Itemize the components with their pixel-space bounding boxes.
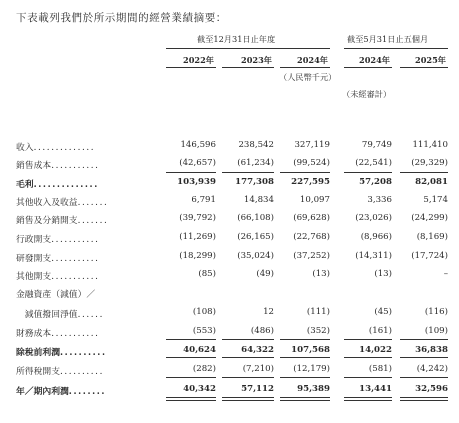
- row-label: [16, 140, 95, 153]
- leader-dots: ........: [68, 387, 107, 397]
- table-cell: 40,342: [183, 384, 216, 394]
- column-header: 2025年: [415, 55, 446, 65]
- subtotal-rule: [222, 357, 274, 358]
- five-month-group-header: 截至5月31日止五個月: [347, 34, 429, 44]
- row-label: [16, 195, 108, 208]
- column-header: 2023年: [241, 55, 272, 65]
- row-label: [16, 326, 100, 339]
- table-cell: 238,542: [238, 140, 274, 150]
- leader-dots: ...........: [51, 272, 100, 282]
- year-group-rule: [166, 48, 330, 49]
- subtotal-rule: [222, 377, 274, 378]
- table-cell: (35,024): [237, 251, 274, 261]
- col-rule: [344, 67, 392, 68]
- table-cell: (85): [198, 269, 216, 279]
- currency-note: （人民幣千元）: [279, 72, 337, 82]
- row-label: [16, 307, 104, 320]
- total-double-rule: [166, 397, 216, 398]
- table-cell: (14,311): [355, 251, 392, 261]
- table-cell: (49): [256, 269, 274, 279]
- total-double-rule: [400, 397, 448, 398]
- subtotal-rule: [280, 172, 330, 173]
- leader-dots: ......: [77, 310, 104, 320]
- subtotal-rule: [222, 172, 274, 173]
- subtotal-rule: [400, 377, 448, 378]
- col-rule: [400, 67, 448, 68]
- table-cell: 227,595: [291, 177, 330, 187]
- table-cell: (13): [312, 269, 330, 279]
- col-rule: [166, 67, 216, 68]
- table-cell: (42,657): [179, 158, 216, 168]
- table-cell: 40,624: [183, 345, 216, 355]
- table-cell: (581): [368, 364, 392, 374]
- row-label-text: 其他開支: [16, 272, 52, 282]
- subtotal-rule: [280, 339, 330, 340]
- table-cell: (18,299): [179, 251, 216, 261]
- table-cell: 146,596: [180, 140, 216, 150]
- row-label-text: 行政開支: [16, 235, 52, 245]
- table-cell: 95,389: [297, 384, 330, 394]
- table-cell: –: [443, 269, 448, 279]
- subtotal-rule: [280, 377, 330, 378]
- table-cell: (352): [306, 326, 330, 336]
- table-cell: 3,336: [367, 195, 392, 205]
- row-label: [16, 158, 100, 171]
- subtotal-rule: [344, 339, 392, 340]
- leader-dots: ..............: [33, 143, 96, 153]
- leader-dots: ...........: [51, 329, 100, 339]
- leader-dots: ...........: [51, 235, 100, 245]
- table-cell: (161): [368, 326, 392, 336]
- row-label: [16, 177, 99, 190]
- table-cell: (553): [192, 326, 216, 336]
- five-month-group-rule: [344, 48, 448, 49]
- table-cell: 13,441: [359, 384, 392, 394]
- subtotal-rule: [166, 377, 216, 378]
- table-cell: 32,596: [415, 384, 448, 394]
- table-cell: (13): [374, 269, 392, 279]
- row-label: [16, 269, 100, 282]
- table-cell: (8,169): [416, 232, 448, 242]
- subtotal-rule: [344, 172, 392, 173]
- leader-dots: ..............: [33, 180, 99, 190]
- table-cell: 14,022: [359, 345, 392, 355]
- leader-dots: .......: [77, 198, 109, 208]
- row-label-text: 減值撥回淨值: [16, 310, 78, 320]
- year-group-header: 截至12月31日止年度: [197, 34, 276, 44]
- table-cell: (22,541): [355, 158, 392, 168]
- total-double-rule: [222, 397, 274, 398]
- row-label-text: 毛利: [16, 180, 34, 190]
- table-cell: (109): [424, 326, 448, 336]
- row-label: [16, 287, 95, 300]
- row-label: [16, 232, 100, 245]
- table-cell: 57,208: [359, 177, 392, 187]
- table-cell: 79,749: [361, 140, 392, 150]
- leader-dots: .......: [77, 216, 109, 226]
- table-cell: (26,165): [237, 232, 274, 242]
- total-double-rule: [344, 397, 392, 398]
- subtotal-rule: [400, 339, 448, 340]
- unaudited-note: （未經審計）: [342, 89, 392, 99]
- subtotal-rule: [166, 357, 216, 358]
- leader-dots: ..........: [60, 348, 107, 358]
- table-cell: 5,174: [423, 195, 448, 205]
- column-header: 2022年: [183, 55, 214, 65]
- table-cell: 327,119: [294, 140, 330, 150]
- row-label: [16, 213, 108, 226]
- intro-text: 下表載列我們於所示期間的經營業績摘要：: [16, 12, 227, 24]
- row-label-text: 年／期內利潤: [16, 387, 69, 397]
- row-label: [16, 345, 107, 358]
- total-double-rule: [344, 400, 392, 401]
- table-cell: (8,966): [360, 232, 392, 242]
- table-cell: 10,097: [299, 195, 330, 205]
- subtotal-rule: [344, 357, 392, 358]
- table-cell: (282): [192, 364, 216, 374]
- table-cell: (45): [374, 307, 392, 317]
- table-cell: (11,269): [179, 232, 216, 242]
- table-cell: 82,081: [415, 177, 448, 187]
- table-cell: 111,410: [412, 140, 448, 150]
- table-cell: (111): [306, 307, 330, 317]
- table-cell: 6,791: [191, 195, 216, 205]
- table-cell: (99,524): [293, 158, 330, 168]
- col-rule: [280, 67, 330, 68]
- row-label-text: 金融資產（減值）／: [16, 290, 96, 300]
- subtotal-rule: [222, 339, 274, 340]
- row-label: [16, 251, 100, 264]
- leader-dots: ...........: [51, 161, 100, 171]
- subtotal-rule: [166, 172, 216, 173]
- table-cell: 36,838: [415, 345, 448, 355]
- table-cell: (22,768): [293, 232, 330, 242]
- table-cell: (24,299): [411, 213, 448, 223]
- total-double-rule: [280, 400, 330, 401]
- row-label-text: 銷售及分銷開支: [16, 216, 78, 226]
- subtotal-rule: [280, 357, 330, 358]
- total-double-rule: [166, 400, 216, 401]
- table-cell: (486): [250, 326, 274, 336]
- subtotal-rule: [400, 172, 448, 173]
- subtotal-rule: [166, 339, 216, 340]
- row-label-text: 銷售成本: [16, 161, 52, 171]
- table-cell: (23,026): [355, 213, 392, 223]
- table-cell: 12: [263, 307, 274, 317]
- table-cell: (37,252): [293, 251, 330, 261]
- table-cell: (12,179): [293, 364, 330, 374]
- subtotal-rule: [400, 357, 448, 358]
- table-cell: 107,568: [291, 345, 330, 355]
- row-label-text: 研發開支: [16, 254, 52, 264]
- row-label-text: 所得稅開支: [16, 367, 60, 377]
- table-cell: (39,792): [179, 213, 216, 223]
- total-double-rule: [400, 400, 448, 401]
- table-cell: 177,308: [235, 177, 274, 187]
- table-cell: 64,322: [241, 345, 274, 355]
- total-double-rule: [222, 400, 274, 401]
- table-cell: (66,108): [237, 213, 274, 223]
- row-label: [16, 384, 106, 397]
- table-cell: 14,834: [243, 195, 274, 205]
- table-cell: (4,242): [416, 364, 448, 374]
- table-cell: 57,112: [241, 384, 274, 394]
- table-cell: (108): [192, 307, 216, 317]
- column-header: 2024年: [297, 55, 328, 65]
- table-cell: (116): [424, 307, 448, 317]
- table-cell: (61,234): [237, 158, 274, 168]
- leader-dots: ..........: [60, 367, 104, 377]
- subtotal-rule: [344, 377, 392, 378]
- table-cell: 103,939: [177, 177, 216, 187]
- table-cell: (7,210): [242, 364, 274, 374]
- row-label-text: 財務成本: [16, 329, 52, 339]
- col-rule: [222, 67, 274, 68]
- table-cell: (17,724): [411, 251, 448, 261]
- total-double-rule: [280, 397, 330, 398]
- row-label-text: 除稅前利潤: [16, 348, 60, 358]
- table-cell: (29,329): [411, 158, 448, 168]
- table-cell: (69,628): [293, 213, 330, 223]
- row-label-text: 收入: [16, 143, 34, 153]
- row-label-text: 其他收入及收益: [16, 198, 78, 208]
- leader-dots: ...........: [51, 254, 100, 264]
- column-header: 2024年: [359, 55, 390, 65]
- row-label: [16, 364, 104, 377]
